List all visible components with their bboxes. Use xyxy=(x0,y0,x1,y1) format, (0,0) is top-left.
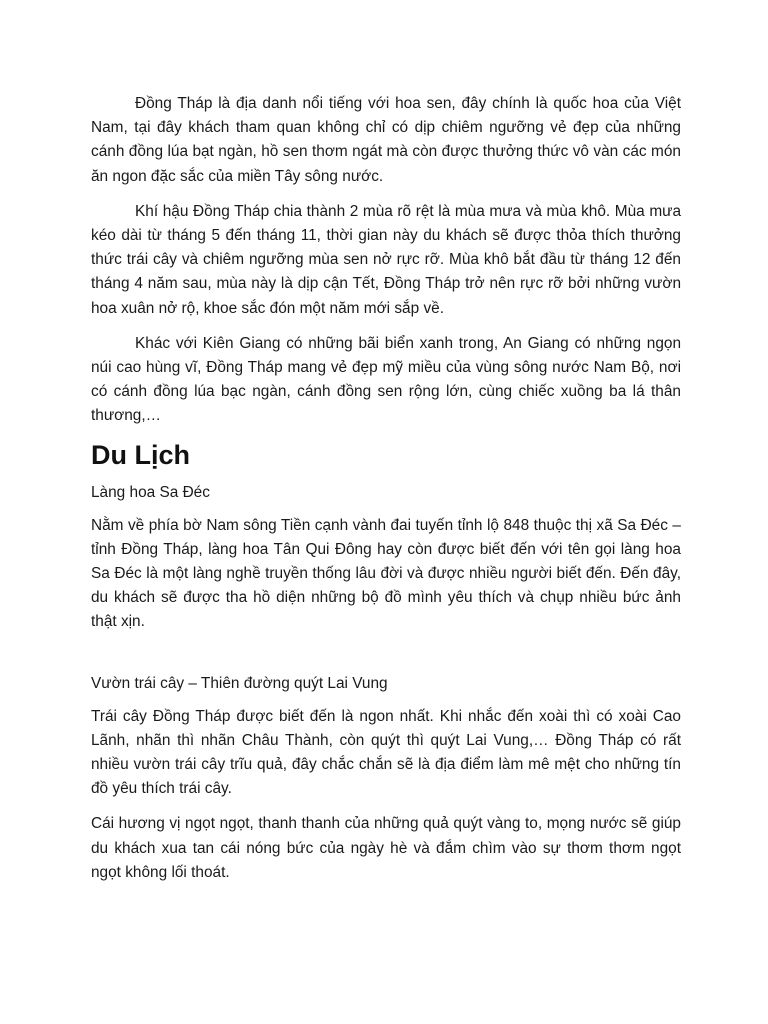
document-page xyxy=(91,92,681,885)
subsection-title-lang-hoa: Làng hoa Sa Đéc xyxy=(91,483,210,501)
lang-hoa-paragraph: Nằm về phía bờ Nam sông Tiền cạnh vành đai tuyến tỉnh lộ 848 thuộc thị xã Sa Đéc – tỉnh Đồng Tháp, làng hoa Tân Qui Đông hay còn được biết đến với tên gọi làng hoa Sa Đéc là một làng nghề truyền thống lâu đời và được nhiều người biết đến. Đến đây, du khách sẽ được tha hồ diện những bộ đồ mình yêu thích và chụp nhiều bức ảnh thật xịn. xyxy=(91,516,681,631)
intro-paragraph-3: Khác với Kiên Giang có những bãi biển xanh trong, An Giang có những ngọn núi cao hùng vĩ, Đồng Tháp mang vẻ đẹp mỹ miều của vùng sông nước Nam Bộ, nơi có cánh đồng lúa bạc ngàn, cánh đồng sen rộng lớn, cùng chiếc xuồng ba lá thân thương,… xyxy=(91,334,681,425)
intro-paragraph-2: Khí hậu Đồng Tháp chia thành 2 mùa rõ rệt là mùa mưa và mùa khô. Mùa mưa kéo dài từ tháng 5 đến tháng 11, thời gian này du khách sẽ được thỏa thích thưởng thức trái cây và chiêm ngưỡng mùa sen nở rực rỡ. Mùa khô bắt đầu từ tháng 12 đến tháng 4 năm sau, mùa này là dịp cận Tết, Đồng Tháp trở nên rực rỡ bởi những vườn hoa xuân nở rộ, khoe sắc đón một năm mới sắp về. xyxy=(91,202,681,317)
vuon-trai-cay-paragraph-2: Cái hương vị ngọt ngọt, thanh thanh của những quả quýt vàng to, mọng nước sẽ giúp du khách xua tan cái nóng bức của ngày hè và đắm chìm vào sự thơm thơm ngọt ngọt không lối thoát. xyxy=(91,815,681,881)
section-heading: Du Lịch xyxy=(91,439,190,470)
vuon-trai-cay-paragraph-1: Trái cây Đồng Tháp được biết đến là ngon nhất. Khi nhắc đến xoài thì có xoài Cao Lãnh, nhãn thì nhãn Châu Thành, còn quýt thì quýt Lai Vung,… Đồng Tháp có rất nhiều vườn trái cây trĩu quả, đây chắc chắn sẽ là địa điểm làm mê mệt cho những tín đồ yêu thích trái cây. xyxy=(91,707,681,798)
subsection-title-vuon-trai-cay: Vườn trái cây – Thiên đường quýt Lai Vung xyxy=(91,674,388,692)
intro-paragraph-1: Đồng Tháp là địa danh nổi tiếng với hoa sen, đây chính là quốc hoa của Việt Nam, tại đây khách tham quan không chỉ có dịp chiêm ngưỡng vẻ đẹp của những cánh đồng lúa bạt ngàn, hồ sen thơm ngát mà còn được thưởng thức vô vàn các món ăn ngon đặc sắc của miền Tây sông nước. xyxy=(91,95,681,185)
